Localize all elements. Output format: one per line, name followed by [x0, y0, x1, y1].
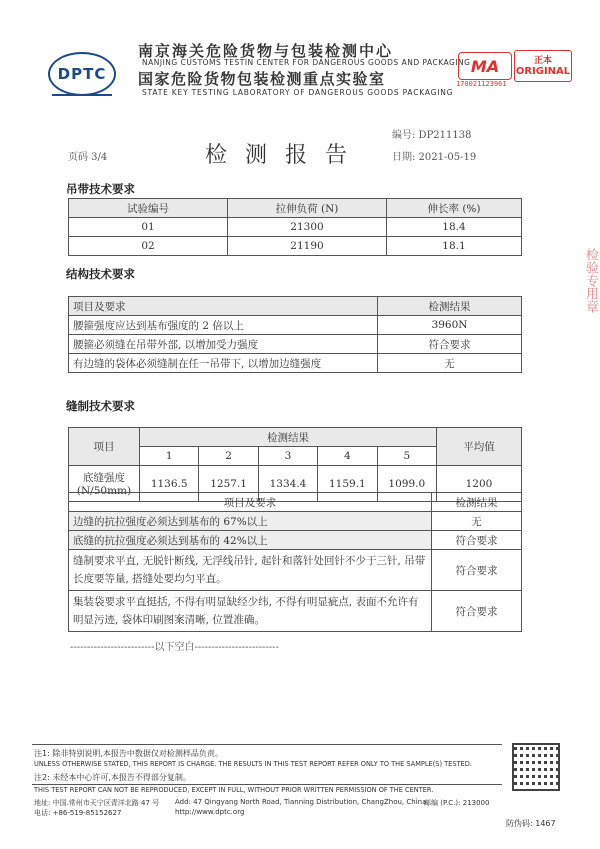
postcode: 邮编 (P.C.): 213000	[424, 799, 490, 807]
report-title: 检测报告	[205, 143, 366, 168]
report-number: 编号: DP211138	[392, 130, 472, 141]
table-cell: 1099.0	[377, 466, 436, 502]
original-cn: 正本	[533, 56, 552, 66]
table-row	[69, 591, 522, 632]
column-header: 项目	[69, 428, 140, 466]
column-header: 平均值	[437, 428, 522, 466]
sample-number: 5	[377, 447, 436, 466]
table-cell: 3960N	[378, 316, 522, 335]
row-label-unit: (N/50mm)	[76, 485, 132, 497]
cma-logo: MA	[458, 52, 512, 80]
table-cell: 1257.1	[199, 466, 258, 502]
table-cell: 符合要求	[432, 550, 522, 591]
table-cell: 1159.1	[318, 466, 377, 502]
table-cell: 无	[378, 354, 522, 373]
table-row	[69, 316, 522, 335]
note2-en: THIS TEST REPORT CAN NOT BE REPRODUCED, EXCEPT IN FULL, WITHOUT PRIOR WRITTEN PERMISSION OF THE CENTER.	[34, 786, 434, 794]
seal-stamp: 检验专用章	[583, 248, 598, 313]
column-header: 试验编号	[69, 199, 228, 218]
table-header-row	[69, 297, 522, 316]
structure-table	[68, 296, 522, 373]
center-name-cn: 南京海关危险货物与包装检测中心	[138, 42, 394, 60]
table-cell: 21300	[228, 218, 387, 237]
lab-name-cn: 国家危险货物包装检测重点实验室	[138, 70, 386, 88]
original-en: ORIGINAL	[515, 66, 571, 77]
sample-number: 4	[318, 447, 377, 466]
table-cell: 符合要求	[378, 335, 522, 354]
page-number: 页码 3/4	[68, 152, 108, 163]
table-cell: 无	[432, 512, 522, 531]
note2-cn: 注2: 未经本中心许可,本报告不得部分复制。	[34, 773, 191, 782]
footer-divider	[32, 744, 502, 745]
cma-number: 170021123961	[456, 80, 507, 88]
address-en: Add: 47 Qingyang North Road, Tianning Distribution, ChangZhou, China	[175, 798, 427, 806]
table-cell: 1200	[437, 466, 522, 502]
blank-below-note: -------------------------以下空白-------------------------	[70, 642, 279, 653]
column-header: 项目及要求	[69, 297, 378, 316]
table-header-row	[69, 493, 522, 512]
column-header: 检测结果	[432, 493, 522, 512]
row-label-main: 底缝强度	[83, 472, 125, 484]
table-header-row	[69, 199, 522, 218]
table-row	[69, 237, 522, 256]
telephone: 电话: +86-519-85152627	[34, 809, 122, 817]
report-date: 日期: 2021-05-19	[392, 152, 477, 163]
dptc-logo: DPTC	[48, 52, 116, 96]
table-row	[69, 512, 522, 531]
table-cell: 符合要求	[432, 591, 522, 632]
table-cell: 有边缝的袋体必须缝制在任一吊带下, 以增加边缝强度	[69, 354, 378, 373]
original-stamp	[514, 50, 572, 82]
table-cell: 符合要求	[432, 531, 522, 550]
sewing-strength-table	[68, 427, 522, 502]
table-row	[69, 218, 522, 237]
column-header: 项目及要求	[69, 493, 432, 512]
table-row	[69, 550, 522, 591]
table-cell: 21190	[228, 237, 387, 256]
anti-counterfeit-code: 防伪码: 1467	[506, 819, 556, 828]
sample-number: 2	[199, 447, 258, 466]
column-header: 检测结果	[140, 428, 437, 447]
table-cell: 腰箍强度应达到基布强度的 2 倍以上	[69, 316, 378, 335]
table-cell: 02	[69, 237, 228, 256]
sample-number: 3	[258, 447, 317, 466]
logo-underline	[52, 94, 112, 96]
table-cell: 缝制要求平直, 无脱针断线, 无浮线吊针, 起针和落针处回针不少于三针, 吊带长度要等量, 搭缝处要均匀平直。	[69, 550, 432, 591]
website: http://www.dptc.org	[175, 808, 245, 816]
strap-table	[68, 198, 522, 256]
table-cell: 1334.4	[258, 466, 317, 502]
table-cell: 腰箍必须缝在吊带外部, 以增加受力强度	[69, 335, 378, 354]
note1-en: UNLESS OTHERWISE STATED, THIS REPORT IS CHARGE. THE RESULTS IN THIS TEST REPORT REFER ONLY TO THE SAMPLE(S) TESTED.	[34, 760, 472, 768]
table-cell: 集装袋要求平直挺括, 不得有明显缺经少纬, 不得有明显疵点, 表面不允许有明显污迹, 袋体印刷图案清晰, 位置准确。	[69, 591, 432, 632]
structure-heading: 结构技术要求	[66, 267, 135, 281]
lab-name-en: STATE KEY TESTING LABORATORY OF DANGEROUS GOODS PACKAGING	[142, 88, 454, 97]
table-cell: 底缝的抗拉强度必须达到基布的 42%以上	[69, 531, 432, 550]
footer-divider	[32, 784, 502, 785]
table-cell: 01	[69, 218, 228, 237]
table-cell: 18.4	[387, 218, 522, 237]
note1-cn: 注1: 除非特别说明,本报告中数据仅对检测样品负责。	[34, 749, 223, 758]
sewing-requirements-table	[68, 492, 522, 632]
strap-heading: 吊带技术要求	[66, 182, 135, 196]
sample-number: 1	[140, 447, 199, 466]
address-cn: 地址: 中国.常州市天宁区青洋北路 47 号	[34, 799, 160, 807]
table-header-row	[69, 428, 522, 447]
column-header: 伸长率 (%)	[387, 199, 522, 218]
center-name-en: NANJING CUSTOMS TESTIN CENTER FOR DANGEROUS GOODS AND PACKAGING	[142, 58, 471, 67]
table-cell: 18.1	[387, 237, 522, 256]
sewing-heading: 缝制技术要求	[66, 399, 135, 413]
table-row	[69, 335, 522, 354]
column-header: 拉伸负荷 (N)	[228, 199, 387, 218]
table-row	[69, 354, 522, 373]
table-cell: 边缝的抗拉强度必须达到基布的 67%以上	[69, 512, 432, 531]
table-cell: 1136.5	[140, 466, 199, 502]
table-row	[69, 531, 522, 550]
column-header: 检测结果	[378, 297, 522, 316]
qr-code	[512, 743, 560, 791]
